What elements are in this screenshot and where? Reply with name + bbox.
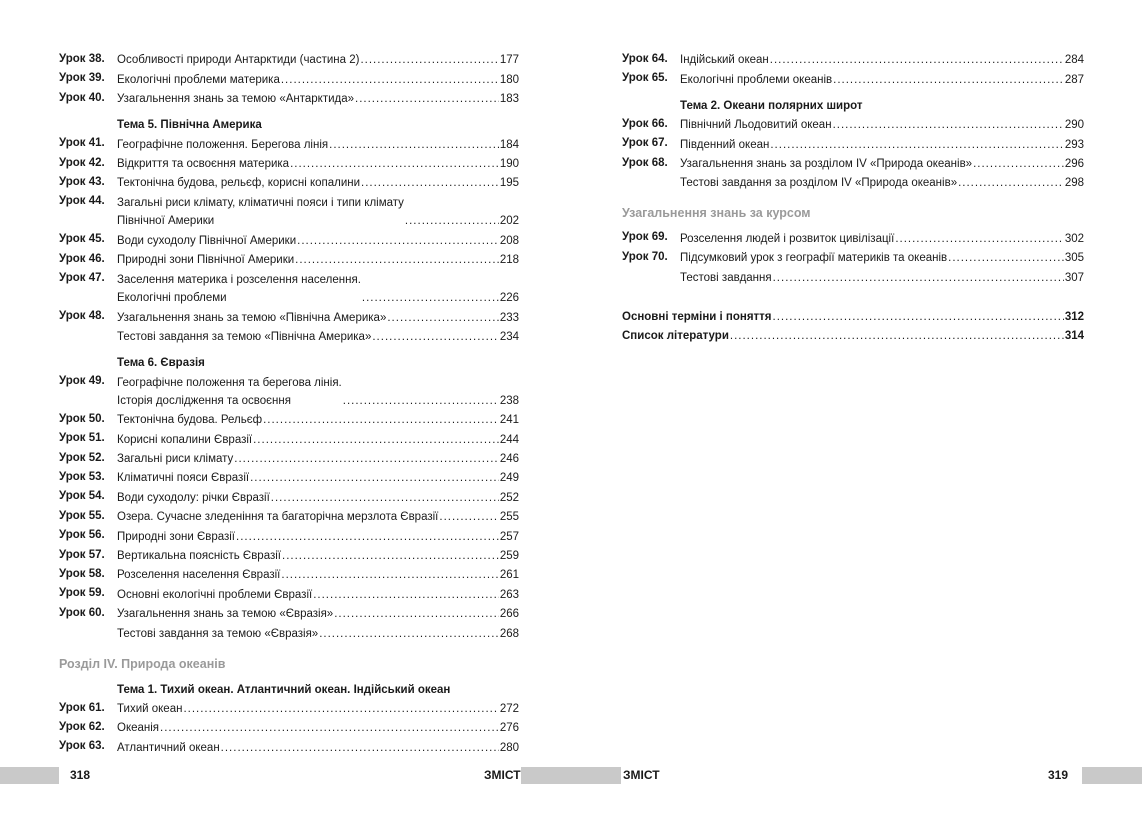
dot-leader (362, 289, 499, 307)
dot-leader (770, 136, 1063, 154)
lesson-number: Урок 64. (622, 53, 668, 65)
topic-heading: Тема 6. Євразія (117, 356, 205, 369)
entry-line (117, 374, 519, 410)
entry-line (680, 136, 1084, 154)
entry-page: 302 (1064, 232, 1084, 245)
topic-heading: Тема 5. Північна Америка (117, 119, 262, 132)
toc-entry (59, 487, 519, 506)
lesson-number: Урок 39. (59, 72, 105, 85)
lesson-number: Урок 54. (59, 490, 105, 503)
entry-page: 298 (1064, 177, 1084, 190)
entry-title: Індійський океан (680, 54, 769, 67)
entry-page: 226 (499, 292, 519, 305)
lesson-number: Урок 53. (59, 471, 105, 484)
entry-line (117, 232, 519, 250)
entry-line (117, 271, 519, 307)
entry-page: 312 (1064, 310, 1084, 323)
left-table-of-contents (59, 50, 519, 757)
dot-leader (297, 232, 499, 250)
dot-leader (360, 51, 498, 69)
entry-title: Загальні риси клімату, кліматичні пояси і типи клімату Північної Америки (117, 197, 404, 228)
running-head: ЗМІСТ (623, 768, 660, 782)
lesson-number: Урок 42. (59, 156, 105, 169)
lesson-number: Урок 52. (59, 451, 105, 464)
entry-title: Розселення населення Євразії (117, 569, 281, 582)
dot-leader (183, 700, 498, 718)
lesson-number: Урок 41. (59, 137, 105, 150)
entry-page: 249 (499, 472, 519, 485)
entry-line (117, 328, 519, 346)
entry-title: Географічне положення. Берегова лінія (117, 138, 329, 151)
lesson-number: Урок 57. (59, 548, 105, 561)
entry-page: 257 (499, 530, 519, 543)
entry-title: Географічне положення та берегова лінія. Історія дослідження та освоєння (117, 376, 342, 407)
entry-title: Озера. Сучасне зледеніння та багаторічна мерзлота Євразії (117, 511, 439, 524)
toc-entry (59, 154, 519, 173)
toc-entry (59, 173, 519, 192)
entry-title: Корисні копалини Євразії (117, 433, 253, 446)
lesson-number: Урок 65. (622, 72, 668, 85)
entry-line (680, 155, 1084, 173)
entry-line (117, 625, 519, 643)
toc-entry (59, 699, 519, 718)
entry-title: Основні екологічні проблеми Євразії (117, 588, 313, 601)
entry-title: Узагальнення знань за темою «Північна Америка» (117, 311, 387, 324)
entry-line (117, 411, 519, 429)
entry-line (117, 136, 519, 154)
entry-line (117, 719, 519, 737)
lesson-number: Урок 46. (59, 252, 105, 265)
toc-entry (59, 468, 519, 487)
dot-leader (221, 739, 499, 757)
entry-page: 293 (1064, 138, 1084, 151)
toc-entry (622, 267, 1084, 286)
entry-title: Тестові завдання за розділом IV «Природа океанів» (680, 177, 958, 190)
lesson-number: Урок 55. (59, 509, 105, 522)
entry-page: 259 (499, 550, 519, 563)
entry-page: 290 (1064, 119, 1084, 132)
entry-line (117, 547, 519, 565)
dot-leader (236, 528, 499, 546)
back-matter-entry (622, 307, 1084, 326)
entry-page: 255 (499, 511, 519, 524)
entry-line (680, 174, 1084, 192)
dot-leader (361, 174, 499, 192)
entry-title: Тестові завдання (680, 271, 772, 284)
toc-entry (59, 449, 519, 468)
toc-entry (59, 134, 519, 153)
entry-title: Тестові завдання за темою «Північна Америка» (117, 330, 372, 343)
entry-title: Природні зони Північної Америки (117, 254, 295, 267)
entry-line (117, 174, 519, 192)
toc-entry (622, 69, 1084, 88)
entry-line (117, 586, 519, 604)
lesson-number: Урок 70. (622, 250, 668, 263)
section-heading: Узагальнення знань за курсом (622, 206, 811, 221)
entry-line (680, 230, 1084, 248)
entry-title: Океанія (117, 722, 160, 735)
entry-line (680, 269, 1084, 287)
lesson-number: Урок 43. (59, 175, 105, 188)
toc-entry (59, 327, 519, 346)
dot-leader (313, 586, 499, 604)
dot-leader (770, 51, 1064, 69)
toc-entry (622, 50, 1084, 69)
entry-title: Узагальнення знань за темою «Антарктида» (117, 93, 355, 106)
entry-line (680, 116, 1084, 134)
page-number: 318 (70, 768, 91, 782)
entry-title: Води суходолу Північної Америки (117, 234, 297, 247)
spacer (622, 287, 1084, 307)
dot-leader (405, 212, 499, 230)
entry-page: 305 (1064, 252, 1084, 265)
entry-title: Атлантичний океан (117, 741, 220, 754)
toc-entry (622, 228, 1084, 247)
page-number: 319 (1048, 768, 1069, 782)
lesson-number: Урок 69. (622, 231, 668, 244)
entry-page: 190 (499, 157, 519, 170)
toc-entry (59, 546, 519, 565)
entry-line (117, 51, 519, 69)
dot-leader (234, 450, 499, 468)
entry-page: 266 (499, 608, 519, 621)
entry-title: Тихий океан (117, 702, 183, 715)
entry-title: Узагальнення знань за розділом IV «Природа океанів» (680, 157, 973, 170)
entry-page: 202 (499, 215, 519, 228)
entry-page: 241 (499, 414, 519, 427)
lesson-number: Урок 62. (59, 720, 105, 733)
dot-leader (250, 469, 499, 487)
dot-leader (290, 155, 499, 173)
lesson-number: Урок 60. (59, 606, 105, 619)
entry-line (117, 251, 519, 269)
lesson-number: Урок 56. (59, 529, 105, 542)
entry-page: 184 (499, 138, 519, 151)
entry-title: Особливості природи Антарктиди (частина 2) (117, 54, 360, 67)
dot-leader (773, 308, 1064, 326)
dot-leader (263, 411, 499, 429)
toc-entry (622, 134, 1084, 153)
toc-entry (622, 173, 1084, 192)
lesson-number: Урок 51. (59, 432, 105, 445)
toc-entry (59, 250, 519, 269)
entry-title: Узагальнення знань за темою «Євразія» (117, 608, 334, 621)
lesson-number: Урок 67. (622, 137, 668, 150)
topic-heading: Тема 1. Тихий океан. Атлантичний океан. Індійський океан (117, 683, 451, 696)
dot-leader (833, 71, 1064, 89)
entry-page: 244 (499, 433, 519, 446)
lesson-number: Урок 66. (622, 117, 668, 130)
lesson-number: Урок 38. (59, 53, 105, 65)
lesson-number: Урок 68. (622, 156, 668, 169)
dot-leader (439, 508, 498, 526)
entry-page: 287 (1064, 73, 1084, 86)
dot-leader (958, 174, 1064, 192)
toc-entry (622, 154, 1084, 173)
lesson-number: Урок 49. (59, 374, 105, 387)
entry-page: 272 (499, 702, 519, 715)
back-matter-entry (622, 326, 1084, 345)
entry-page: 208 (499, 234, 519, 247)
dot-leader (833, 116, 1064, 134)
dot-leader (295, 251, 499, 269)
entry-page: 276 (499, 722, 519, 735)
entry-line (117, 309, 519, 327)
entry-page: 180 (499, 73, 519, 86)
entry-line (117, 528, 519, 546)
lesson-number: Урок 63. (59, 740, 105, 753)
toc-entry (59, 269, 519, 307)
entry-line (117, 469, 519, 487)
entry-line (117, 431, 519, 449)
section-heading: Розділ IV. Природа океанів (59, 656, 226, 671)
running-head: ЗМІСТ (484, 768, 521, 782)
entry-title: Тестові завдання за темою «Євразія» (117, 627, 319, 640)
toc-entry (59, 429, 519, 448)
toc-entry (59, 718, 519, 737)
entry-line (117, 450, 519, 468)
toc-entry (59, 565, 519, 584)
dot-leader (355, 90, 499, 108)
right-table-of-contents (622, 50, 1084, 345)
dot-leader (343, 392, 499, 410)
dot-leader (329, 136, 499, 154)
entry-page: 195 (499, 177, 519, 190)
footer-bar (0, 767, 59, 784)
toc-entry (59, 737, 519, 756)
lesson-number: Урок 47. (59, 272, 105, 285)
lesson-number: Урок 40. (59, 91, 105, 104)
entry-title: Список літератури (622, 330, 729, 343)
entry-page: 296 (1064, 157, 1084, 170)
entry-title: Природні зони Євразії (117, 530, 236, 543)
entry-page: 233 (499, 311, 519, 324)
toc-entry (59, 89, 519, 108)
toc-entry (59, 372, 519, 410)
lesson-number: Урок 61. (59, 701, 105, 714)
entry-line (117, 71, 519, 89)
entry-line (117, 566, 519, 584)
dot-leader (387, 309, 498, 327)
dot-leader (895, 230, 1064, 248)
toc-entry (622, 115, 1084, 134)
lesson-number: Урок 50. (59, 412, 105, 425)
entry-page: 268 (499, 627, 519, 640)
dot-leader (271, 489, 499, 507)
entry-page: 314 (1064, 330, 1084, 343)
entry-title: Тектонічна будова, рельєф, корисні копалини (117, 177, 361, 190)
toc-entry (59, 623, 519, 642)
entry-line (117, 700, 519, 718)
entry-page: 218 (499, 254, 519, 267)
entry-title: Підсумковий урок з географії материків та океанів (680, 252, 948, 265)
entry-page: 307 (1064, 271, 1084, 284)
dot-leader (973, 155, 1064, 173)
footer-bar (571, 767, 621, 784)
dot-leader (773, 269, 1064, 287)
entry-page: 263 (499, 588, 519, 601)
entry-page: 234 (499, 330, 519, 343)
lesson-number: Урок 45. (59, 233, 105, 246)
entry-title: Північний Льодовитий океан (680, 119, 832, 132)
footer-bar (521, 767, 571, 784)
entry-page: 183 (499, 93, 519, 106)
toc-entry (59, 526, 519, 545)
entry-line (680, 71, 1084, 89)
lesson-number: Урок 48. (59, 310, 105, 323)
entry-page: 252 (499, 491, 519, 504)
entry-page: 284 (1064, 54, 1084, 67)
entry-page: 177 (499, 54, 519, 67)
entry-title: Загальні риси клімату (117, 453, 234, 466)
entry-line (117, 605, 519, 623)
toc-entry (59, 584, 519, 603)
entry-line (117, 489, 519, 507)
toc-entry (59, 69, 519, 88)
entry-title: Заселення материка і розселення населення. Екологічні проблеми (117, 274, 361, 305)
footer-bar (1082, 767, 1142, 784)
entry-line (117, 739, 519, 757)
toc-entry (59, 307, 519, 326)
toc-entry (59, 192, 519, 230)
toc-entry (622, 248, 1084, 267)
entry-title: Вертикальна поясність Євразії (117, 550, 281, 563)
entry-line (680, 249, 1084, 267)
entry-line (117, 194, 519, 230)
entry-title: Відкриття та освоєння материка (117, 157, 290, 170)
dot-leader (282, 547, 499, 565)
entry-line (680, 51, 1084, 69)
toc-entry (59, 230, 519, 249)
dot-leader (372, 328, 498, 346)
entry-line (117, 90, 519, 108)
dot-leader (281, 566, 498, 584)
entry-title: Розселення людей і розвиток цивілізації (680, 232, 895, 245)
dot-leader (281, 71, 499, 89)
topic-heading: Тема 2. Океани полярних широт (680, 99, 863, 112)
entry-page: 238 (499, 394, 519, 407)
dot-leader (948, 249, 1064, 267)
entry-title: Екологічні проблеми материка (117, 73, 280, 86)
entry-title: Основні терміни і поняття (622, 310, 772, 323)
entry-page: 280 (499, 741, 519, 754)
toc-entry (59, 410, 519, 429)
dot-leader (253, 431, 499, 449)
dot-leader (319, 625, 499, 643)
lesson-number: Урок 44. (59, 195, 105, 208)
entry-title: Південний океан (680, 138, 770, 151)
entry-title: Кліматичні пояси Євразії (117, 472, 250, 485)
entry-line (622, 327, 1084, 345)
entry-line (622, 308, 1084, 326)
entry-title: Води суходолу: річки Євразії (117, 491, 270, 504)
entry-page: 246 (499, 453, 519, 466)
lesson-number: Урок 58. (59, 568, 105, 581)
right-page (571, 0, 1142, 827)
entry-title: Екологічні проблеми океанів (680, 73, 833, 86)
entry-line (117, 508, 519, 526)
toc-entry (59, 50, 519, 69)
toc-entry (59, 604, 519, 623)
dot-leader (160, 719, 499, 737)
entry-title: Тектонічна будова. Рельєф (117, 414, 263, 427)
entry-line (117, 155, 519, 173)
dot-leader (334, 605, 499, 623)
lesson-number: Урок 59. (59, 587, 105, 600)
toc-entry (59, 507, 519, 526)
entry-page: 261 (499, 569, 519, 582)
dot-leader (730, 327, 1064, 345)
